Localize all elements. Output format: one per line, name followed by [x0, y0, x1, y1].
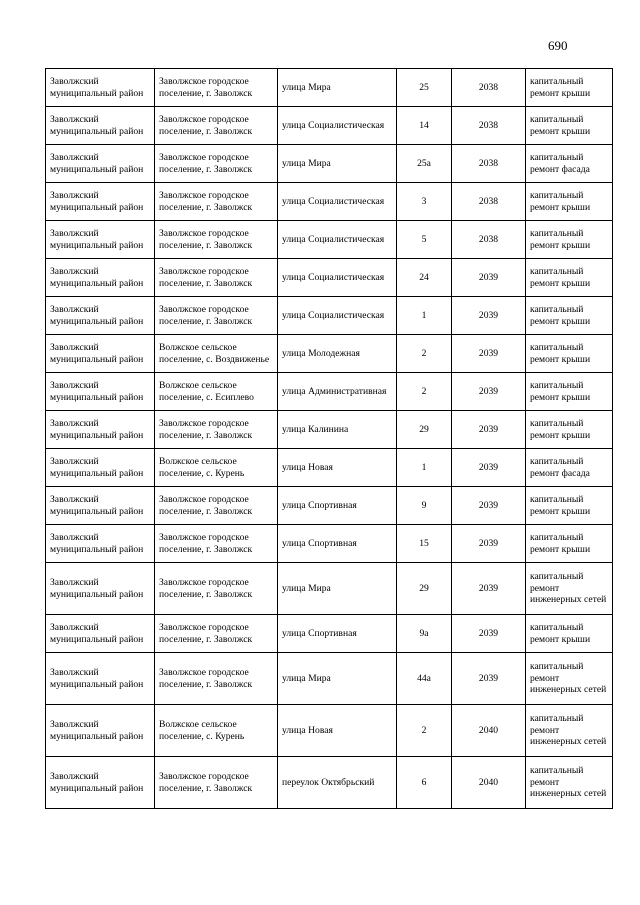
year-cell: 2038: [452, 221, 526, 259]
settlement-cell: Заволжское городское поселение, г. Заволжск: [155, 615, 278, 653]
settlement-cell: Заволжское городское поселение, г. Заволжск: [155, 145, 278, 183]
table-row: [46, 563, 613, 615]
table-row: [46, 615, 613, 653]
district-cell: Заволжский муниципальный район: [46, 705, 155, 757]
street-cell: улица Социалистическая: [278, 259, 397, 297]
house-number-cell: 1: [397, 297, 452, 335]
table-row: [46, 487, 613, 525]
street-cell: улица Мира: [278, 145, 397, 183]
table-row: [46, 145, 613, 183]
settlement-cell: Заволжское городское поселение, г. Заволжск: [155, 259, 278, 297]
year-cell: 2039: [452, 449, 526, 487]
work-type-cell: капитальный ремонт крыши: [526, 221, 613, 259]
table-row: [46, 297, 613, 335]
work-type-cell: капитальный ремонт крыши: [526, 297, 613, 335]
district-cell: Заволжский муниципальный район: [46, 563, 155, 615]
street-cell: улица Социалистическая: [278, 183, 397, 221]
street-cell: улица Калинина: [278, 411, 397, 449]
table-body: [46, 69, 613, 809]
year-cell: 2039: [452, 259, 526, 297]
work-type-cell: капитальный ремонт инженерных сетей: [526, 757, 613, 809]
year-cell: 2039: [452, 563, 526, 615]
work-type-cell: капитальный ремонт инженерных сетей: [526, 563, 613, 615]
house-number-cell: 1: [397, 449, 452, 487]
settlement-cell: Заволжское городское поселение, г. Заволжск: [155, 297, 278, 335]
table-row: [46, 259, 613, 297]
repair-schedule-table: [45, 68, 613, 809]
street-cell: улица Молодежная: [278, 335, 397, 373]
settlement-cell: Заволжское городское поселение, г. Заволжск: [155, 757, 278, 809]
table-row: [46, 525, 613, 563]
work-type-cell: капитальный ремонт крыши: [526, 487, 613, 525]
house-number-cell: 29: [397, 563, 452, 615]
table-row: [46, 757, 613, 809]
district-cell: Заволжский муниципальный район: [46, 411, 155, 449]
work-type-cell: капитальный ремонт крыши: [526, 69, 613, 107]
table-row: [46, 449, 613, 487]
settlement-cell: Заволжское городское поселение, г. Заволжск: [155, 563, 278, 615]
district-cell: Заволжский муниципальный район: [46, 145, 155, 183]
table-row: [46, 107, 613, 145]
district-cell: Заволжский муниципальный район: [46, 449, 155, 487]
year-cell: 2039: [452, 487, 526, 525]
district-cell: Заволжский муниципальный район: [46, 297, 155, 335]
table-row: [46, 335, 613, 373]
house-number-cell: 9а: [397, 615, 452, 653]
settlement-cell: Волжское сельское поселение, с. Воздвиженье: [155, 335, 278, 373]
work-type-cell: капитальный ремонт инженерных сетей: [526, 653, 613, 705]
year-cell: 2038: [452, 107, 526, 145]
street-cell: улица Новая: [278, 705, 397, 757]
district-cell: Заволжский муниципальный район: [46, 653, 155, 705]
year-cell: 2040: [452, 757, 526, 809]
street-cell: улица Спортивная: [278, 487, 397, 525]
year-cell: 2038: [452, 183, 526, 221]
house-number-cell: 2: [397, 373, 452, 411]
year-cell: 2038: [452, 145, 526, 183]
house-number-cell: 3: [397, 183, 452, 221]
house-number-cell: 44а: [397, 653, 452, 705]
year-cell: 2039: [452, 525, 526, 563]
house-number-cell: 25а: [397, 145, 452, 183]
settlement-cell: Заволжское городское поселение, г. Заволжск: [155, 107, 278, 145]
house-number-cell: 2: [397, 705, 452, 757]
settlement-cell: Волжское сельское поселение, с. Курень: [155, 705, 278, 757]
settlement-cell: Заволжское городское поселение, г. Заволжск: [155, 487, 278, 525]
street-cell: переулок Октябрьский: [278, 757, 397, 809]
house-number-cell: 24: [397, 259, 452, 297]
year-cell: 2039: [452, 297, 526, 335]
work-type-cell: капитальный ремонт фасада: [526, 145, 613, 183]
work-type-cell: капитальный ремонт крыши: [526, 183, 613, 221]
district-cell: Заволжский муниципальный район: [46, 525, 155, 563]
street-cell: улица Новая: [278, 449, 397, 487]
district-cell: Заволжский муниципальный район: [46, 487, 155, 525]
settlement-cell: Заволжское городское поселение, г. Заволжск: [155, 653, 278, 705]
district-cell: Заволжский муниципальный район: [46, 221, 155, 259]
house-number-cell: 9: [397, 487, 452, 525]
street-cell: улица Мира: [278, 563, 397, 615]
work-type-cell: капитальный ремонт крыши: [526, 411, 613, 449]
street-cell: улица Мира: [278, 653, 397, 705]
street-cell: улица Социалистическая: [278, 107, 397, 145]
page-number: 690: [548, 38, 568, 53]
house-number-cell: 5: [397, 221, 452, 259]
year-cell: 2039: [452, 373, 526, 411]
work-type-cell: капитальный ремонт крыши: [526, 615, 613, 653]
table-row: [46, 411, 613, 449]
district-cell: Заволжский муниципальный район: [46, 183, 155, 221]
work-type-cell: капитальный ремонт крыши: [526, 373, 613, 411]
work-type-cell: капитальный ремонт инженерных сетей: [526, 705, 613, 757]
settlement-cell: Волжское сельское поселение, с. Курень: [155, 449, 278, 487]
settlement-cell: Заволжское городское поселение, г. Заволжск: [155, 525, 278, 563]
district-cell: Заволжский муниципальный район: [46, 373, 155, 411]
street-cell: улица Социалистическая: [278, 297, 397, 335]
house-number-cell: 29: [397, 411, 452, 449]
house-number-cell: 2: [397, 335, 452, 373]
year-cell: 2038: [452, 69, 526, 107]
table-row: [46, 69, 613, 107]
year-cell: 2039: [452, 411, 526, 449]
year-cell: 2039: [452, 335, 526, 373]
work-type-cell: капитальный ремонт крыши: [526, 259, 613, 297]
settlement-cell: Волжское сельское поселение, с. Есиплево: [155, 373, 278, 411]
district-cell: Заволжский муниципальный район: [46, 335, 155, 373]
settlement-cell: Заволжское городское поселение, г. Заволжск: [155, 411, 278, 449]
street-cell: улица Социалистическая: [278, 221, 397, 259]
work-type-cell: капитальный ремонт крыши: [526, 525, 613, 563]
table-row: [46, 653, 613, 705]
district-cell: Заволжский муниципальный район: [46, 259, 155, 297]
work-type-cell: капитальный ремонт фасада: [526, 449, 613, 487]
year-cell: 2040: [452, 705, 526, 757]
year-cell: 2039: [452, 615, 526, 653]
street-cell: улица Спортивная: [278, 615, 397, 653]
house-number-cell: 14: [397, 107, 452, 145]
work-type-cell: капитальный ремонт крыши: [526, 335, 613, 373]
street-cell: улица Административная: [278, 373, 397, 411]
settlement-cell: Заволжское городское поселение, г. Заволжск: [155, 221, 278, 259]
work-type-cell: капитальный ремонт крыши: [526, 107, 613, 145]
district-cell: Заволжский муниципальный район: [46, 757, 155, 809]
house-number-cell: 6: [397, 757, 452, 809]
table-row: [46, 373, 613, 411]
table-row: [46, 183, 613, 221]
district-cell: Заволжский муниципальный район: [46, 107, 155, 145]
street-cell: улица Мира: [278, 69, 397, 107]
table-row: [46, 705, 613, 757]
house-number-cell: 25: [397, 69, 452, 107]
street-cell: улица Спортивная: [278, 525, 397, 563]
district-cell: Заволжский муниципальный район: [46, 615, 155, 653]
settlement-cell: Заволжское городское поселение, г. Заволжск: [155, 183, 278, 221]
district-cell: Заволжский муниципальный район: [46, 69, 155, 107]
settlement-cell: Заволжское городское поселение, г. Заволжск: [155, 69, 278, 107]
house-number-cell: 15: [397, 525, 452, 563]
year-cell: 2039: [452, 653, 526, 705]
table-row: [46, 221, 613, 259]
